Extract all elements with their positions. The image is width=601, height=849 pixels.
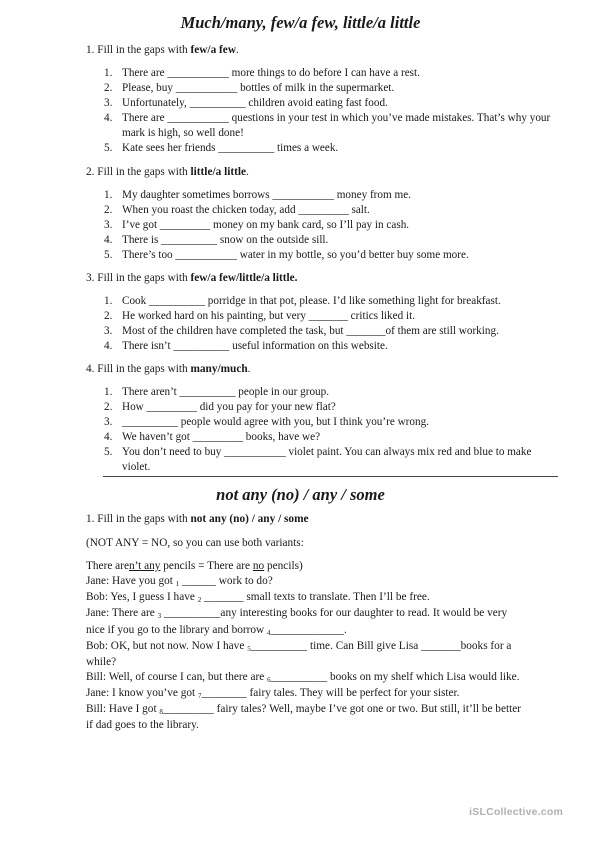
exercise-1-instruction: 1. Fill in the gaps with few/a few. bbox=[86, 44, 239, 56]
dialogue-line: nice if you go to the library and borrow $_4$_____________. bbox=[86, 624, 347, 637]
list-item: 2. When you roast the chicken today, add _________ salt. bbox=[104, 204, 370, 216]
list-item: 2. He worked hard on his painting, but very _______ critics liked it. bbox=[104, 310, 415, 322]
site-watermark: iSLCollective.com bbox=[469, 806, 563, 818]
list-item: 3. Most of the children have completed the task, but _______of them are still working. bbox=[104, 325, 499, 337]
exercise-2-instruction: 2. Fill in the gaps with little/a little. bbox=[86, 166, 249, 178]
list-item: 3. I’ve got _________ money on my bank card, so I’ll pay in cash. bbox=[104, 219, 410, 231]
example-text: There aren’t any pencils = There are no pencils) bbox=[86, 560, 303, 572]
dialogue-line: while? bbox=[86, 656, 117, 668]
worksheet-title: Much/many, few/a few, little/a little bbox=[180, 13, 421, 32]
exercise-5-instruction: 1. Fill in the gaps with not any (no) / any / some bbox=[86, 513, 309, 525]
exercise-4-instruction: 4. Fill in the gaps with many/much. bbox=[86, 363, 251, 375]
list-item: 5. You don’t need to buy ___________ violet paint. You can always mix red and blue to make violet. bbox=[104, 446, 532, 473]
dialogue-line: Bob: OK, but not now. Now I have $_5$__________ time. Can Bill give Lisa _______books for a bbox=[86, 640, 512, 653]
list-item: 5. There’s too ___________ water in my bottle, so you’d better buy some more. bbox=[104, 249, 469, 261]
list-item: 3. Unfortunately, __________ children avoid eating fast food. bbox=[104, 97, 388, 109]
section-title: not any (no) / any / some bbox=[216, 485, 385, 504]
exercise-3-instruction: 3. Fill in the gaps with few/a few/little/a little. bbox=[86, 272, 298, 284]
list-item: 4. There is __________ snow on the outside sill. bbox=[104, 234, 329, 246]
list-item: 5. Kate sees her friends __________ times a week. bbox=[104, 142, 339, 154]
exercise-1-list bbox=[104, 66, 554, 156]
dialogue-line: Bill: Have I got $_8$_________ fairy tales? Well, maybe I’ve got one or two. But still, it’ll be better bbox=[86, 703, 522, 716]
list-item: 4. There isn’t __________ useful information on this website. bbox=[104, 340, 388, 352]
dialogue-line: if dad goes to the library. bbox=[86, 719, 199, 731]
list-item: 1. Cook __________ porridge in that pot, please. I’d like something light for breakfast. bbox=[104, 295, 501, 307]
list-item: 2. How _________ did you pay for your new flat? bbox=[104, 401, 336, 413]
list-item: 4. There are ___________ questions in your test in which you’ve made mistakes. That’s why your mark is high, so well done! bbox=[104, 112, 551, 139]
list-item: 1. My daughter sometimes borrows ___________ money from me. bbox=[104, 189, 411, 201]
section-divider bbox=[103, 476, 558, 477]
list-item: 4. We haven’t got _________ books, have we? bbox=[104, 431, 321, 443]
dialogue-line: Bob: Yes, I guess I have $_2$ _______ small texts to translate. Then I’ll be free. bbox=[86, 591, 430, 604]
exercise-3-list bbox=[104, 294, 554, 354]
list-item: 1. There aren’t __________ people in our group. bbox=[104, 386, 330, 398]
exercise-2-list bbox=[104, 188, 554, 263]
list-item: 1. There are ___________ more things to do before I can have a rest. bbox=[104, 67, 420, 79]
dialogue-line: Jane: I know you’ve got $_7$________ fairy tales. They will be perfect for your sister. bbox=[86, 687, 460, 700]
list-item: 2. Please, buy ___________ bottles of milk in the supermarket. bbox=[104, 82, 395, 94]
dialogue-line: Jane: Have you got $_1$ ______ work to do? bbox=[86, 575, 273, 588]
note-text: (NOT ANY = NO, so you can use both variants: bbox=[86, 537, 304, 549]
dialogue-line: Jane: There are $_3$ __________any interesting books for our daughter to read. It would be very bbox=[86, 607, 508, 620]
exercise-4-list bbox=[104, 385, 554, 475]
dialogue-line: Bill: Well, of course I can, but there are $_6$__________ books on my shelf which Lisa would like. bbox=[86, 671, 520, 684]
list-item: 3. __________ people would agree with you, but I think you’re wrong. bbox=[104, 416, 429, 428]
